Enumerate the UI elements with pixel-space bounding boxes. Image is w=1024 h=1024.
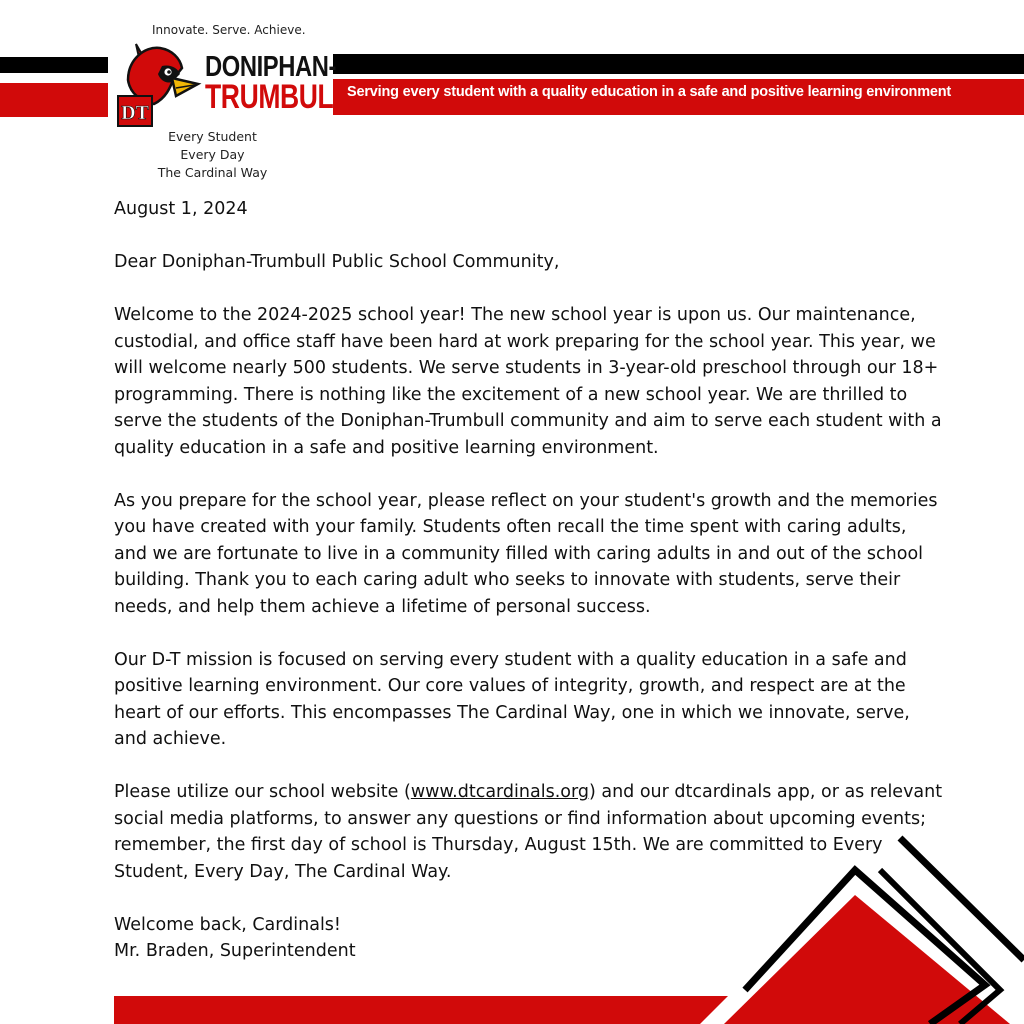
motto-line: Every Day xyxy=(180,147,245,162)
letter-closing: Welcome back, Cardinals! xyxy=(114,914,341,935)
motto xyxy=(150,128,275,182)
letter-body xyxy=(114,196,944,965)
paragraph-4-start: Please utilize our school website ( xyxy=(114,782,411,802)
header-red-bar-left xyxy=(0,83,108,117)
footer-red-stripe xyxy=(114,996,728,1024)
mission-banner: Serving every student with a quality education in a safe and positive learning environment xyxy=(347,84,952,100)
letter-date: August 1, 2024 xyxy=(114,199,248,219)
tagline-top: Innovate. Serve. Achieve. xyxy=(152,23,306,37)
header-black-bar-right xyxy=(333,54,1024,74)
cardinal-logo-icon xyxy=(114,38,204,130)
letter-salutation: Dear Doniphan-Trumbull Public School Community, xyxy=(114,252,560,272)
motto-line: Every Student xyxy=(168,129,257,144)
logo-monogram: DT xyxy=(121,102,149,124)
brand-wordmark xyxy=(205,51,390,116)
motto-line: The Cardinal Way xyxy=(157,165,268,180)
letter-paragraph-2: As you prepare for the school year, please reflect on your student's growth and the memories you have created with your family. Students often recall the time spent with caring adults, and we are fortunate to live in a community filled with caring adults in and out of the school building. Thank you to each caring adult who seeks to innovate with students, serve their needs, and help them achieve a lifetime of personal success. xyxy=(114,490,938,617)
letter-paragraph-3: Our D-T mission is focused on serving every student with a quality education in a safe and positive learning environment. Our core values of integrity, growth, and respect are at the heart of our efforts. This encompasses The Cardinal Way, one in which we innovate, serve, and achieve. xyxy=(114,649,910,749)
header-black-bar-left xyxy=(0,57,108,73)
signature-block xyxy=(114,912,944,965)
brand-line2: TRUMBULL xyxy=(205,78,350,116)
brand-line1: DONIPHAN- xyxy=(205,51,337,83)
website-link[interactable]: www.dtcardinals.org xyxy=(410,782,589,802)
paragraph-4-end: ) and our dtcardinals app, or as relevant social media platforms, to answer any questions or find information about upcoming events; remember, the first day of school is Thursday, August 15th. We are committed to Every Student, Every Day, The Cardinal Way. xyxy=(114,782,943,882)
letter-signature: Mr. Braden, Superintendent xyxy=(114,941,356,961)
letter-paragraph-1: Welcome to the 2024-2025 school year! The new school year is upon us. Our maintenance, custodial, and office staff have been hard at work preparing for the school year. This year, we will welcome nearly 500 students. We serve students in 3-year-old preschool through our 18+ programming. There is nothing like the excitement of a new school year. We are thrilled to serve the students of the Doniphan-Trumbull community and aim to serve each student with a quality education in a safe and positive learning environment. xyxy=(114,305,942,458)
letter-paragraph-4 xyxy=(114,779,944,885)
